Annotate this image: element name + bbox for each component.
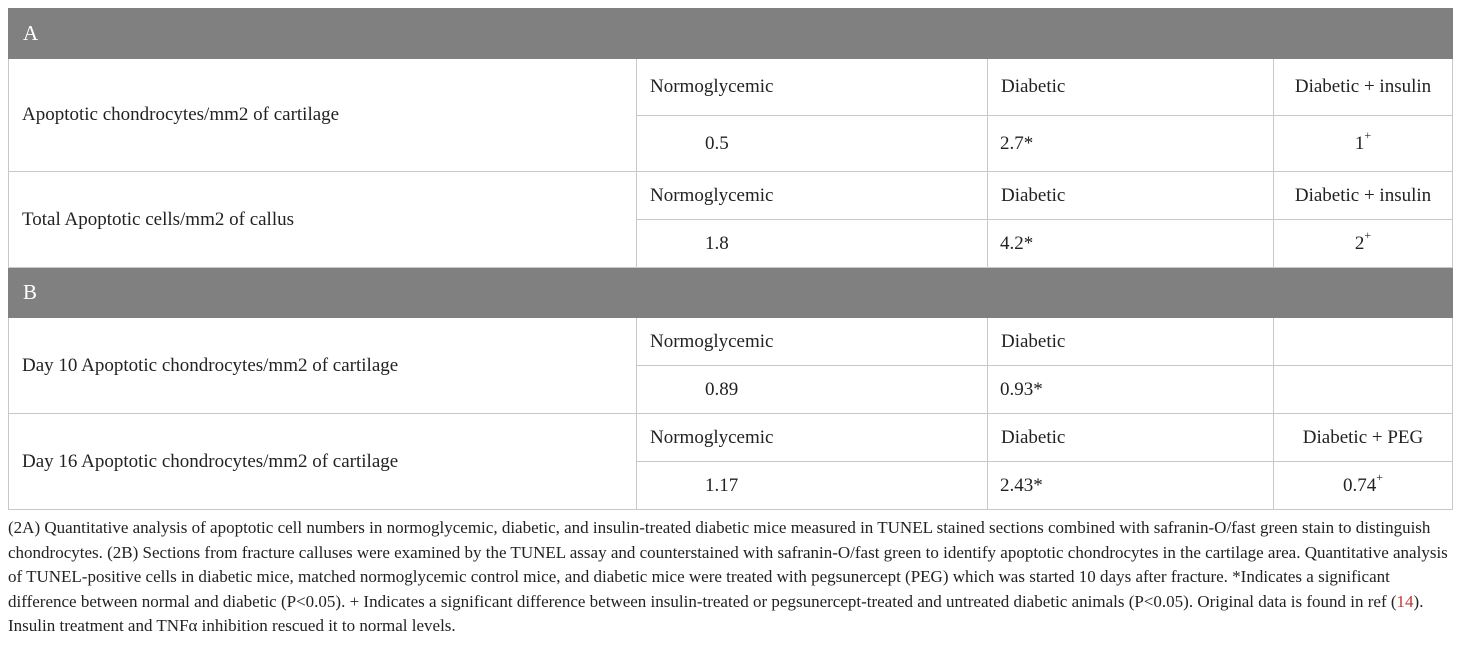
column-header: Normoglycemic — [637, 318, 988, 366]
column-header: Diabetic — [988, 414, 1274, 462]
significance-mark: + — [1364, 128, 1372, 143]
row-label: Day 10 Apoptotic chondrocytes/mm2 of cartilage — [9, 318, 637, 414]
table-row — [9, 414, 1453, 462]
column-header: Diabetic — [988, 318, 1274, 366]
table-cell: 1.17 — [637, 462, 988, 510]
column-header: Normoglycemic — [637, 59, 988, 116]
caption-main — [8, 516, 1456, 614]
section-header-b — [9, 268, 1453, 318]
table-cell: 0.89 — [637, 366, 988, 414]
table-cell: 0.93* — [988, 366, 1274, 414]
table-cell — [1274, 462, 1453, 510]
table-row — [9, 59, 1453, 116]
cell-value: 0.74 — [1343, 474, 1377, 496]
row-label: Day 16 Apoptotic chondrocytes/mm2 of cartilage — [9, 414, 637, 510]
significance-mark: + — [1376, 470, 1384, 485]
data-table — [8, 8, 1453, 510]
row-label: Total Apoptotic cells/mm2 of callus — [9, 172, 637, 268]
table-cell: 1.8 — [637, 220, 988, 268]
cell-value: 1 — [1354, 132, 1365, 154]
column-header: Diabetic — [988, 59, 1274, 116]
section-title: B — [9, 268, 1453, 318]
table-cell: 4.2* — [988, 220, 1274, 268]
column-header: Diabetic + PEG — [1274, 414, 1453, 462]
table-cell: 2.7* — [988, 116, 1274, 172]
significance-mark: + — [1364, 228, 1372, 243]
column-header — [1274, 318, 1453, 366]
table-cell — [1274, 116, 1453, 172]
column-header: Diabetic + insulin — [1274, 59, 1453, 116]
table-row — [9, 318, 1453, 366]
reference-link[interactable]: 14 — [1396, 591, 1414, 611]
table-cell — [1274, 366, 1453, 414]
column-header: Normoglycemic — [637, 414, 988, 462]
table-caption — [8, 516, 1456, 639]
column-header: Diabetic + insulin — [1274, 172, 1453, 220]
caption-text: (2A) Quantitative analysis of apoptotic cell numbers in normoglycemic, diabetic, and insulin-treated diabetic mice measured in TUNEL stained sections combined with safranin-O/fast green stain to distinguish chondrocytes. (2B) Sections from fracture calluses were examined by the TUNEL assay and counterstained with safranin-O/fast green to identify apoptotic chondrocytes in the cartilage area. Quantitative analysis of TUNEL-positive cells in diabetic mice, matched normoglycemic control mice, and diabetic mice were treated with pegsunercept (PEG) which was started 10 days after fracture. *Indicates a significant difference between normal and diabetic (P<0.05). + Indicates a significant difference between insulin-treated or pegsunercept-treated and untreated diabetic animals (P<0.05). Original data is found in ref ( — [8, 518, 1448, 611]
section-header-a — [9, 9, 1453, 59]
table-cell: 2.43* — [988, 462, 1274, 510]
caption-note: Insulin treatment and TNFα inhibition rescued it to normal levels. — [8, 616, 456, 635]
table-cell: 0.5 — [637, 116, 988, 172]
column-header: Diabetic — [988, 172, 1274, 220]
section-title: A — [9, 9, 1453, 59]
cell-value: 2 — [1354, 232, 1365, 254]
table-cell — [1274, 220, 1453, 268]
table-row — [9, 172, 1453, 220]
column-header: Normoglycemic — [637, 172, 988, 220]
caption-text-end: ). — [1413, 591, 1424, 611]
row-label: Apoptotic chondrocytes/mm2 of cartilage — [9, 59, 637, 172]
